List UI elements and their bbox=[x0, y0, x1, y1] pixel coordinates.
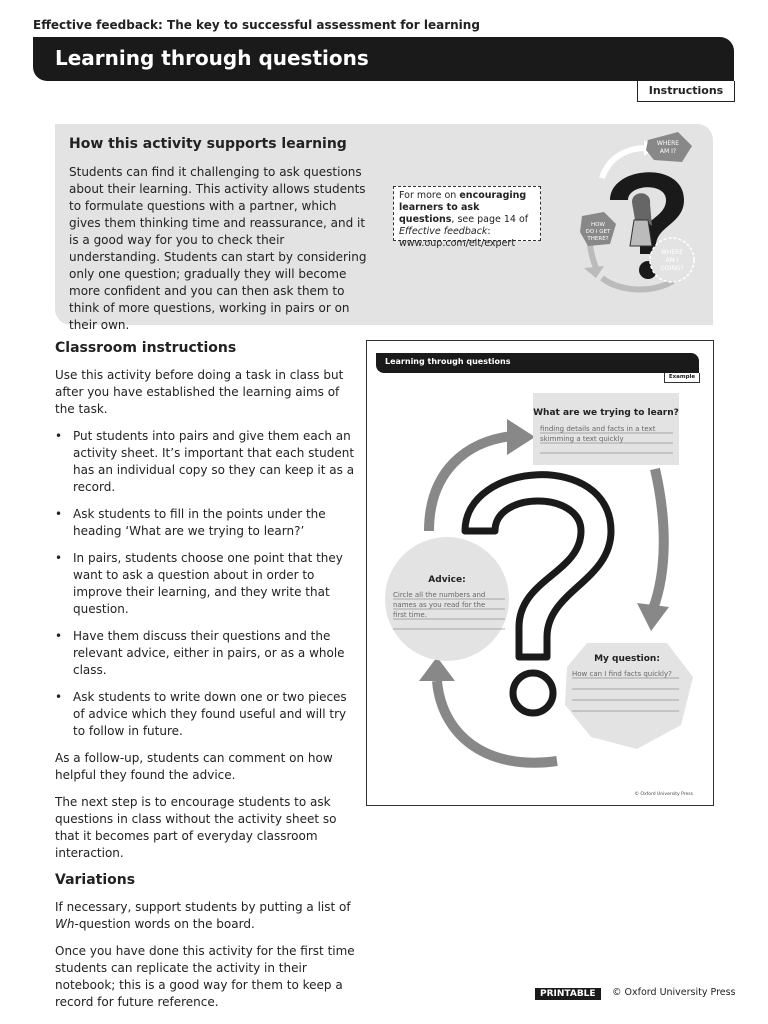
classroom-instructions bbox=[55, 340, 355, 1021]
classroom-bullets bbox=[55, 428, 355, 740]
bubble-where-am-i-going bbox=[650, 238, 694, 282]
instructions-tab: Instructions bbox=[637, 81, 735, 102]
bubble-how-l1: HOW bbox=[591, 222, 605, 228]
classroom-nextstep: The next step is to encourage students to ask questions in class without the activity sheet so that it becomes part of everyday classroom interaction. bbox=[55, 795, 337, 860]
more-mid: , see page 14 of bbox=[451, 214, 529, 225]
page-title: Learning through questions bbox=[55, 46, 369, 70]
footer-copyright: © Oxford University Press bbox=[612, 987, 736, 998]
advice-heading: Advice: bbox=[428, 575, 466, 585]
bubble-going-l1: WHERE bbox=[660, 249, 684, 256]
advice-line-2: names as you read for the bbox=[393, 601, 486, 609]
sheet-arrow-right-icon bbox=[653, 469, 664, 609]
bubble-how-do-i-get-there bbox=[580, 212, 616, 246]
arrow-left-head-icon bbox=[584, 266, 604, 278]
list-item: • Put students into pairs and give them each an activity sheet. It’s important that each student has an individual copy so they can keep it as a record. bbox=[55, 428, 355, 496]
variations-p2: Once you have done this activity for the first time students can replicate the activity in their notebook; this is a good way for them to keep a record for future reference. bbox=[55, 944, 355, 1009]
sheet-example-tab: Example bbox=[664, 373, 700, 383]
classroom-intro: Use this activity before doing a task in class but after you have established the learning aims of the task. bbox=[55, 368, 344, 416]
more-url: www.oup.com/elt/expert bbox=[399, 238, 516, 249]
bubble-how-l3: THERE? bbox=[587, 236, 609, 242]
advice-line-1: Circle all the numbers and bbox=[393, 591, 486, 599]
more-lead: For more on bbox=[399, 190, 460, 201]
variations-p1 bbox=[55, 899, 355, 933]
learn-line-1: finding details and facts in a text bbox=[540, 425, 656, 433]
running-head: Effective feedback: The key to successful assessment for learning bbox=[33, 18, 480, 32]
example-activity-sheet bbox=[366, 340, 714, 806]
question-mark-illustration bbox=[574, 128, 704, 306]
classroom-followup: As a follow-up, students can comment on how helpful they found the advice. bbox=[55, 751, 333, 782]
bubble-where-am-i-l2: AM I? bbox=[659, 148, 677, 155]
variations-p1-italic: Wh bbox=[55, 917, 75, 931]
sheet-arrow-right-head-icon bbox=[637, 603, 669, 631]
sheet-diagram bbox=[367, 341, 713, 805]
bubble-going-l2: AM I bbox=[665, 257, 679, 264]
learn-heading: What are we trying to learn? bbox=[533, 408, 679, 418]
girl-body-icon bbox=[630, 220, 652, 246]
bubble-going-l3: GOING? bbox=[660, 265, 684, 272]
bubble-how-l2: DO I GET bbox=[585, 229, 611, 235]
sheet-copyright: © Oxford University Press bbox=[634, 792, 693, 797]
support-body: Students can find it challenging to ask questions about their learning. This activity allows students to formulate questions with a partner, which gives them thinking time and reassurance, and it is a good way for you to check their understanding. Students can start by considering only one question; gradually they will become more confident and you can then ask them to think of more questions, working in pairs or on their own. bbox=[69, 165, 367, 332]
title-bar bbox=[33, 37, 734, 81]
more-italic: Effective feedback bbox=[399, 226, 488, 237]
list-item: • In pairs, students choose one point that they want to ask a question about in order to improve their learning, and they write that question. bbox=[55, 550, 355, 618]
learn-line-2: skimming a text quickly bbox=[540, 435, 624, 443]
list-item: • Have them discuss their questions and the relevant advice, either in pairs, or as a whole class. bbox=[55, 628, 355, 679]
variations-p1-post: -question words on the board. bbox=[74, 917, 255, 931]
list-item: • Ask students to fill in the points under the heading ‘What are we trying to learn?’ bbox=[55, 506, 355, 540]
support-heading: How this activity supports learning bbox=[69, 136, 347, 152]
printable-badge: PRINTABLE bbox=[535, 988, 601, 1000]
variations-p1-pre: If necessary, support students by putting a list of bbox=[55, 900, 351, 914]
more-info-box bbox=[393, 186, 541, 249]
sheet-title: Learning through questions bbox=[385, 357, 511, 366]
list-item: • Ask students to write down one or two pieces of advice which they found useful and will try to follow in future. bbox=[55, 689, 355, 740]
more-bold: encouraging learners to ask questions bbox=[399, 190, 527, 225]
classroom-heading: Classroom instructions bbox=[55, 340, 237, 356]
bubble-where-am-i-l1: WHERE bbox=[656, 140, 680, 147]
more-tail: : bbox=[487, 226, 491, 237]
variations-heading: Variations bbox=[55, 872, 136, 888]
question-heading: My question: bbox=[594, 654, 660, 664]
advice-line-3: first time. bbox=[393, 611, 427, 619]
sheet-arrow-top-head-icon bbox=[507, 419, 535, 455]
sheet-question-dot-icon bbox=[513, 673, 553, 713]
question-line-1: How can I find facts quickly? bbox=[572, 670, 672, 678]
bubble-where-am-i bbox=[646, 132, 692, 162]
